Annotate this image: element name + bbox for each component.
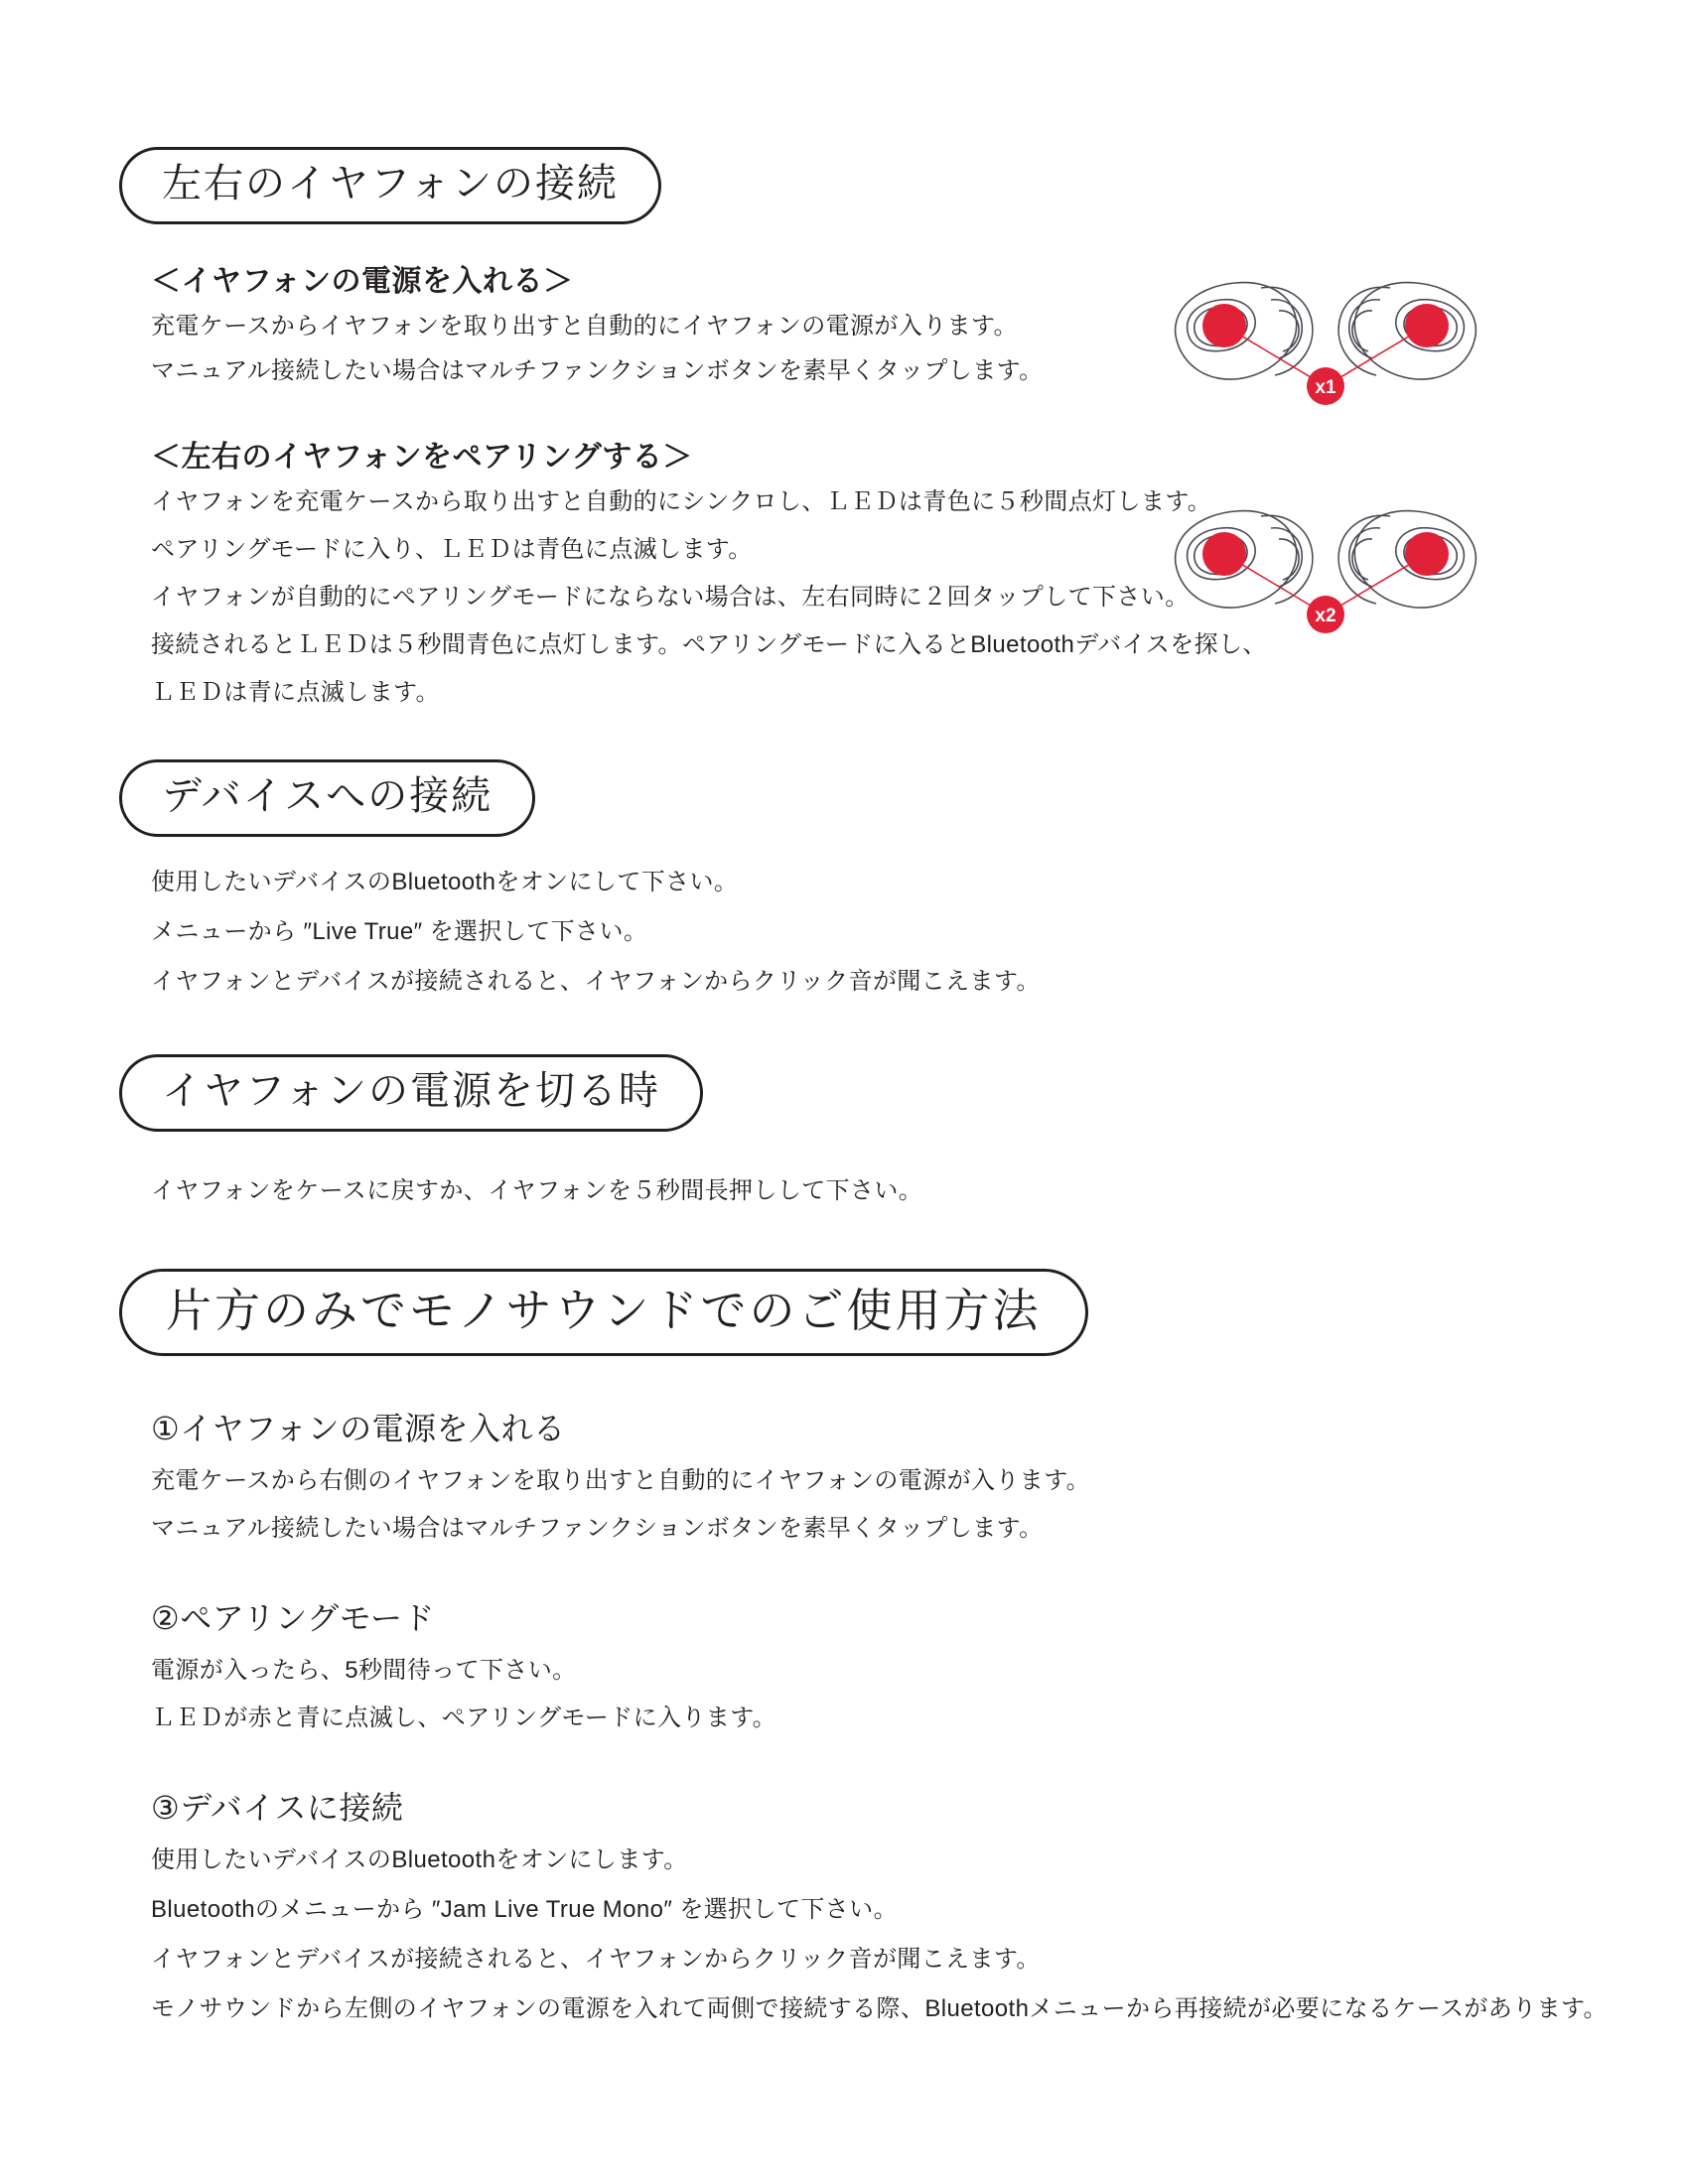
earbuds-diagram-tap-once [1152,266,1499,405]
body-line: ＬＥＤが赤と青に点滅し、ペアリングモードに入ります。 [151,1705,777,1731]
step-title-device-connect: ③デバイスに接続 [151,1790,404,1826]
body-line: ペアリングモードに入り、ＬＥＤは青色に点滅します。 [151,536,753,563]
body-line: Bluetoothのメニューから ″Jam Live True Mono″ を選択して下さい。 [151,1896,898,1923]
body-line: イヤフォンとデバイスが接続されると、イヤフォンからクリック音が聞こえます。 [151,1946,1041,1973]
tap-count-label: x1 [1315,377,1336,398]
section-heading-pairing-lr [119,147,661,224]
body-line: モノサウンドから左側のイヤフォンの電源を入れて両側で接続する際、Bluetoothメニューから再接続が必要になるケースがあります。 [151,1995,1608,2022]
body-line: イヤフォンとデバイスが接続されると、イヤフォンからクリック音が聞こえます。 [151,968,1041,995]
section-heading-power-off [119,1054,703,1132]
step-title-power-on: ①イヤフォンの電源を入れる [151,1411,566,1446]
body-line: 充電ケースから右側のイヤフォンを取り出すと自動的にイヤフォンの電源が入ります。 [151,1467,1091,1494]
body-line: イヤフォンを充電ケースから取り出すと自動的にシンクロし、ＬＥＤは青色に５秒間点灯します。 [151,488,1212,515]
pill-label: 左右のイヤフォンの接続 [119,147,661,224]
body-line: 使用したいデバイスのBluetoothをオンにします。 [151,1846,688,1873]
body-line: マニュアル接続したい場合はマルチファンクションボタンを素早くタップします。 [151,357,1044,384]
body-line: メニューから ″Live True″ を選択して下さい。 [151,918,648,945]
tap-count-label: x2 [1315,606,1336,626]
body-line: 接続されるとＬＥＤは５秒間青色に点灯します。ペアリングモードに入るとBluetoothデバイスを探し、 [151,631,1267,658]
earbuds-svg [1152,266,1499,405]
pill-label: 片方のみでモノサウンドでのご使用方法 [119,1269,1088,1356]
body-line: イヤフォンをケースに戻すか、イヤフォンを５秒間長押しして下さい。 [151,1177,923,1204]
earbuds-svg [1152,494,1499,633]
body-line: マニュアル接続したい場合はマルチファンクションボタンを素早くタップします。 [151,1515,1044,1542]
body-line: 電源が入ったら、5秒間待って下さい。 [151,1657,577,1684]
subheading-pair-lr: ＜左右のイヤフォンをペアリングする＞ [151,441,693,474]
body-line: ＬＥＤは青に点滅します。 [151,679,440,706]
section-heading-device-connect [119,759,535,837]
earbuds-diagram-tap-twice [1152,494,1499,633]
section-heading-mono-sound [119,1269,1088,1356]
body-line: イヤフォンが自動的にペアリングモードにならない場合は、左右同時に２回タップして下さい。 [151,584,1190,611]
body-line: 使用したいデバイスのBluetoothをオンにして下さい。 [151,869,739,895]
step-title-pairing-mode: ②ペアリングモード [151,1600,435,1636]
pill-label: イヤフォンの電源を切る時 [119,1054,703,1132]
subheading-power-on: ＜イヤフォンの電源を入れる＞ [151,265,574,298]
body-line: 充電ケースからイヤフォンを取り出すと自動的にイヤフォンの電源が入ります。 [151,313,1018,340]
pill-label: デバイスへの接続 [119,759,535,837]
